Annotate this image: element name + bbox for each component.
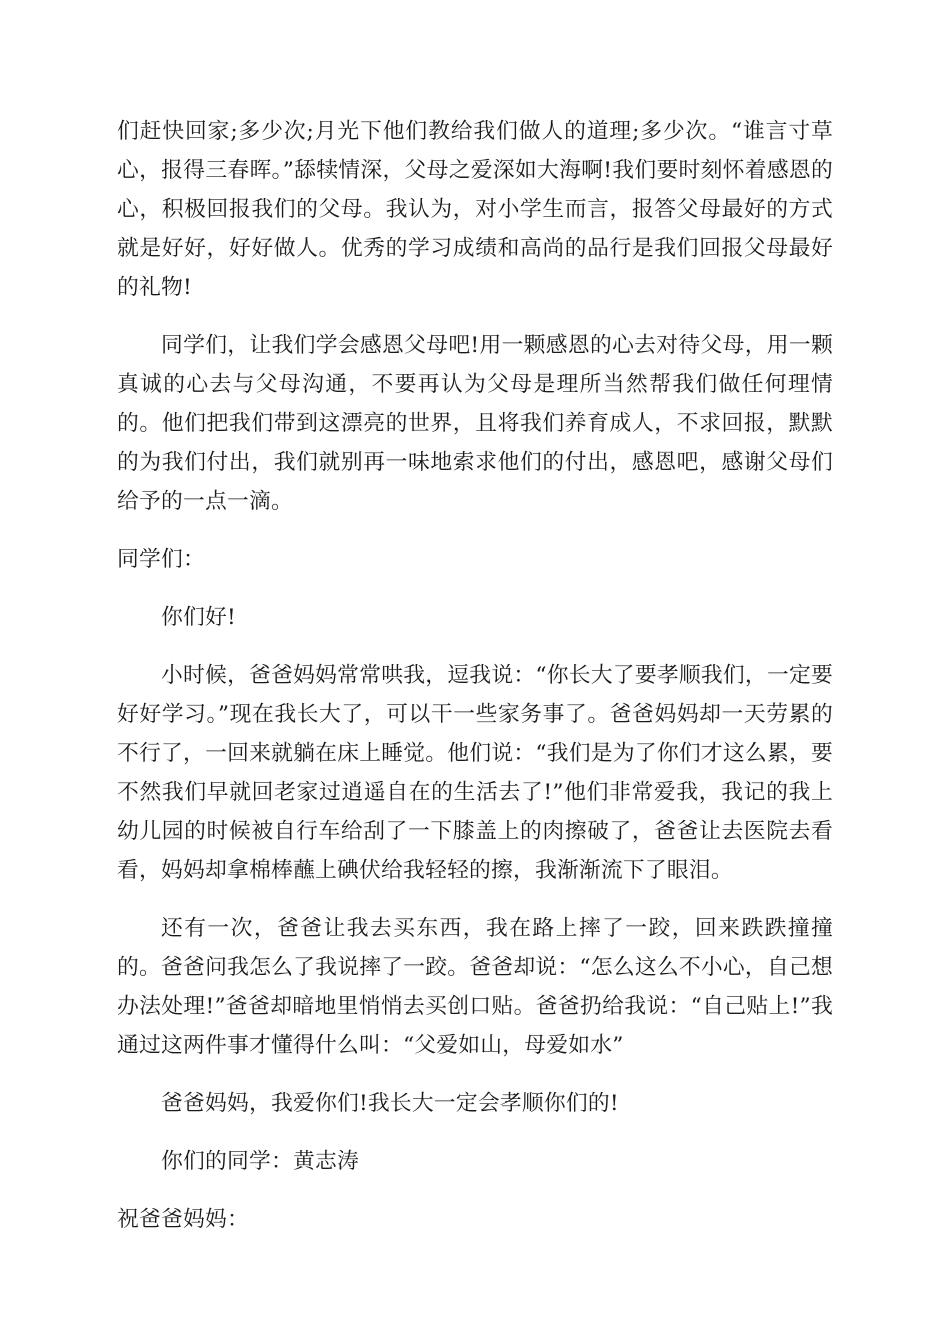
document-body [117,112,833,1258]
paragraph-love-parents: 爸爸妈妈，我爱你们!我长大一定会孝顺你们的! [161,1091,619,1116]
paragraph-childhood: 小时候，爸爸妈妈常常哄我，逗我说：“你长大了要孝顺我们，一定要好好学习。”现在我长大了，可以干一些家务事了。爸爸妈妈却一天劳累的不行了，一回来就躺在床上睡觉。他们说：“我们是为了你们才这么累，要不然我们早就回老家过逍遥自在的生活去了!”他们非常爱我，我记的我上幼儿园的时候被自行车给刮了一下膝盖上的肉擦破了，爸爸让去医院去看看，妈妈却拿棉棒蘸上碘伏给我轻轻的擦，我渐渐流下了眼泪。 [117,663,833,883]
signature-line: 你们的同学：黄志涛 [161,1149,359,1174]
greeting-hello: 你们好! [161,605,236,630]
salutation-classmates: 同学们： [117,547,205,572]
paragraph-learn-gratitude: 同学们，让我们学会感恩父母吧!用一颗感恩的心去对待父母，用一颗真诚的心去与父母沟通，不要再认为父母是理所当然帮我们做任何理情的。他们把我们带到这漂亮的世界，且将我们养育成人，不求回报，默默的为我们付出，我们就别再一味地索求他们的付出，感恩吧，感谢父母们给予的一点一滴。 [117,333,833,514]
paragraph-gratitude-continuation: 们赶快回家;多少次;月光下他们教给我们做人的道理;多少次。“谁言寸草心，报得三春晖。”舔犊情深，父母之爱深如大海啊!我们要时刻怀着感恩的心，积极回报我们的父母。我认为，对小学生而言，报答父母最好的方式就是好好，好好做人。优秀的学习成绩和高尚的品行是我们回报父母最好的礼物! [117,119,833,300]
closing-wish: 祝爸爸妈妈： [117,1207,249,1232]
paragraph-another-time: 还有一次，爸爸让我去买东西，我在路上摔了一跤，回来跌跌撞撞的。爸爸问我怎么了我说摔了一跤。爸爸却说：“怎么这么不小心，自己想办法处理!”爸爸却暗地里悄悄去买创口贴。爸爸扔给我说：“自己贴上!”我通过这两件事才懂得什么叫：“父爱如山，母爱如水” [117,916,833,1058]
